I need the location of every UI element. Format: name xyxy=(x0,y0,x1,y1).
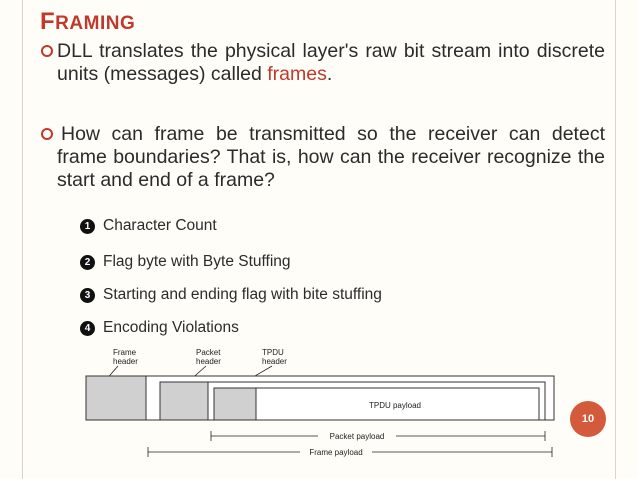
bullet-boundaries-text: How can frame be transmitted so the receiver can detect frame boundaries? That is, how can the receiver recognize the start and end of a frame? xyxy=(57,123,605,191)
number-3-icon: 3 xyxy=(80,288,95,303)
frame-header-label-2: header xyxy=(113,357,138,366)
packet-header-label-2: header xyxy=(196,357,221,366)
number-4-icon: 4 xyxy=(80,321,95,336)
subitem-flag-byte: 2 Flag byte with Byte Stuffing xyxy=(80,252,291,272)
frame-header-label: Frame xyxy=(113,348,137,357)
tpdu-header-block xyxy=(214,388,256,420)
tpdu-header-label: TPDU xyxy=(262,348,284,357)
subitem-encoding-violations: 4 Encoding Violations xyxy=(80,318,239,338)
bullet-dll: DLL translates the physical layer's raw bit stream into discrete units (messages) called frames. xyxy=(40,40,605,86)
subitem-starting-ending-flag: 3 Starting and ending flag with bite stuffing xyxy=(80,285,382,305)
page-number-badge: 10 xyxy=(570,401,606,437)
bullet-dll-text: DLL translates the physical layer's raw bit stream into discrete units (messages) called xyxy=(57,40,605,85)
subitem-character-count: 1 Character Count xyxy=(80,216,217,236)
number-1-icon: 1 xyxy=(80,219,95,234)
number-2-icon: 2 xyxy=(80,255,95,270)
frame-header-block xyxy=(86,376,146,420)
tpdu-payload-label: TPDU payload xyxy=(368,401,422,410)
packet-payload-label: Packet payload xyxy=(329,432,385,441)
slide-title: FRAMING xyxy=(40,8,136,35)
frames-term: frames xyxy=(267,63,327,85)
tpdu-header-label-2: header xyxy=(262,357,287,366)
packet-header-block xyxy=(160,382,208,420)
packet-header-label: Packet xyxy=(196,348,221,357)
frame-payload-label: Frame payload xyxy=(309,448,363,457)
